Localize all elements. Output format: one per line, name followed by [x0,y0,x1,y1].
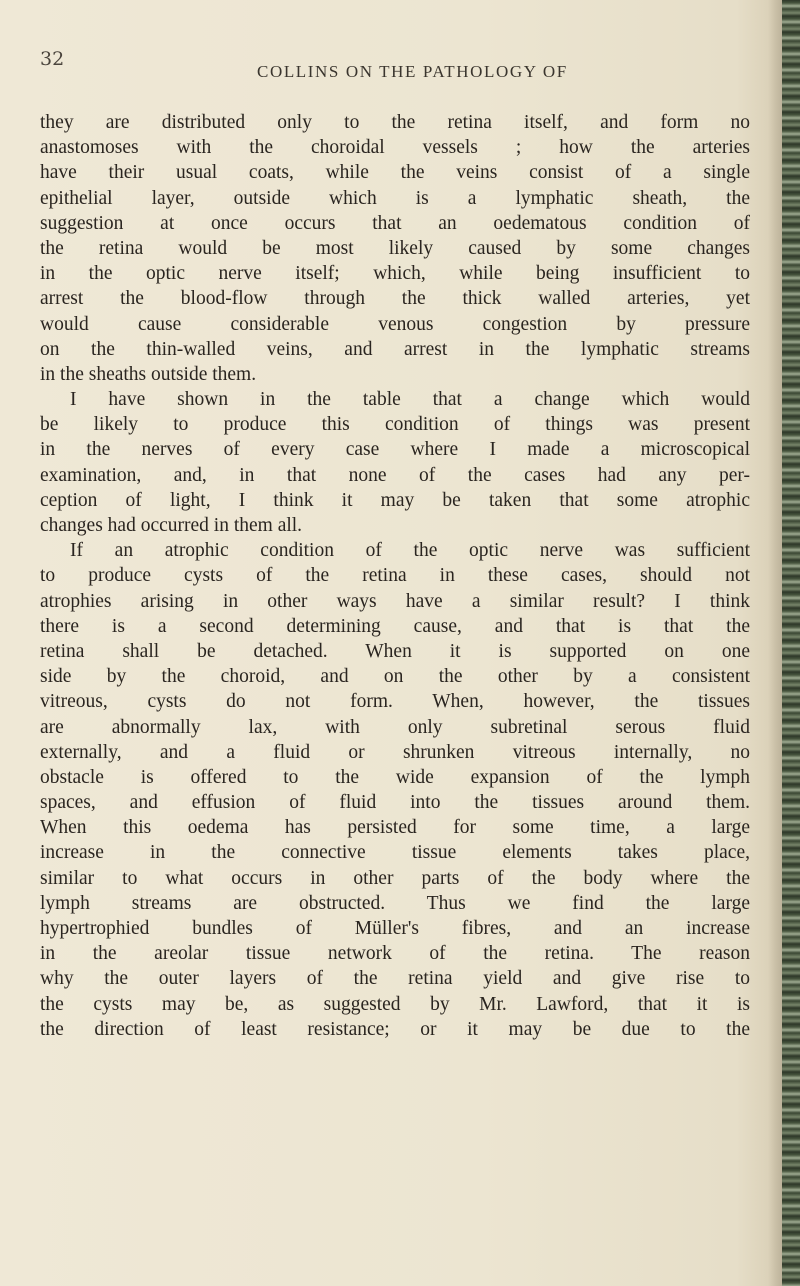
text-line: be likely to produce this condition of things was present [40,414,750,436]
book-binding-edge [782,0,800,1286]
text-line: lymph streams are obstructed. Thus we find the large [40,892,750,914]
text-line: If an atrophic condition of the optic nerve was sufficient [70,540,750,562]
text-line: hypertrophied bundles of Müller's fibres, and an increase [40,918,750,939]
text-line: on the thin-walled veins, and arrest in the lymphatic streams [40,338,750,360]
text-line: spaces, and effusion of fluid into the tissues around them. [40,792,750,814]
text-line: the direction of least resistance; or it may be due to the [40,1018,750,1040]
text-line: ception of light, I think it may be taken that some atrophic [40,489,750,511]
text-line: vitreous, cysts do not form. When, however, the tissues [40,691,750,713]
text-line: suggestion at once occurs that an oedematous condition of [40,212,750,234]
text-line: When this oedema has persisted for some time, a large [40,817,750,839]
text-line: I have shown in the table that a change which would [70,389,750,411]
text-line: in the optic nerve itself; which, while being insufficient to [40,263,750,285]
text-line: anastomoses with the choroidal vessels ; how the arteries [40,137,750,159]
page-number: 32 [40,48,65,70]
text-line: in the sheaths outside them. [40,363,257,385]
text-line: the cysts may be, as suggested by Mr. Lawford, that it is [40,993,750,1015]
text-line: externally, and a fluid or shrunken vitreous internally, no [40,741,750,763]
text-line: retina shall be detached. When it is supported on one [40,640,750,662]
text-line: increase in the connective tissue elements takes place, [40,842,750,864]
page-header [0,48,800,88]
text-line: they are distributed only to the retina itself, and form no [40,112,750,133]
text-line: atrophies arising in other ways have a similar result? I think [40,590,750,612]
running-title: COLLINS ON THE PATHOLOGY OF [257,62,568,81]
text-line: changes had occurred in them all. [40,515,303,536]
text-line: arrest the blood-flow through the thick walled arteries, yet [40,288,750,310]
text-line: the retina would be most likely caused by some changes [40,237,750,259]
text-line: similar to what occurs in other parts of the body where the [40,867,750,889]
text-line: in the areolar tissue network of the retina. The reason [40,943,750,965]
text-line: in the nerves of every case where I made a microscopical [40,439,750,461]
text-line: there is a second determining cause, and that is that the [40,615,750,637]
text-line: obstacle is offered to the wide expansion of the lymph [40,766,750,788]
body-text [40,110,750,1042]
text-line: would cause considerable venous congestion by pressure [40,313,750,335]
text-line: why the outer layers of the retina yield and give rise to [40,968,750,990]
text-line: examination, and, in that none of the cases had any per- [40,464,750,486]
text-line: to produce cysts of the retina in these cases, should not [40,565,750,587]
text-line: epithelial layer, outside which is a lymphatic sheath, the [40,187,750,209]
page-edge-shadow [768,0,782,1286]
text-line: have their usual coats, while the veins consist of a single [40,162,750,184]
text-line: are abnormally lax, with only subretinal serous fluid [40,716,750,738]
text-line: side by the choroid, and on the other by a consistent [40,666,750,688]
